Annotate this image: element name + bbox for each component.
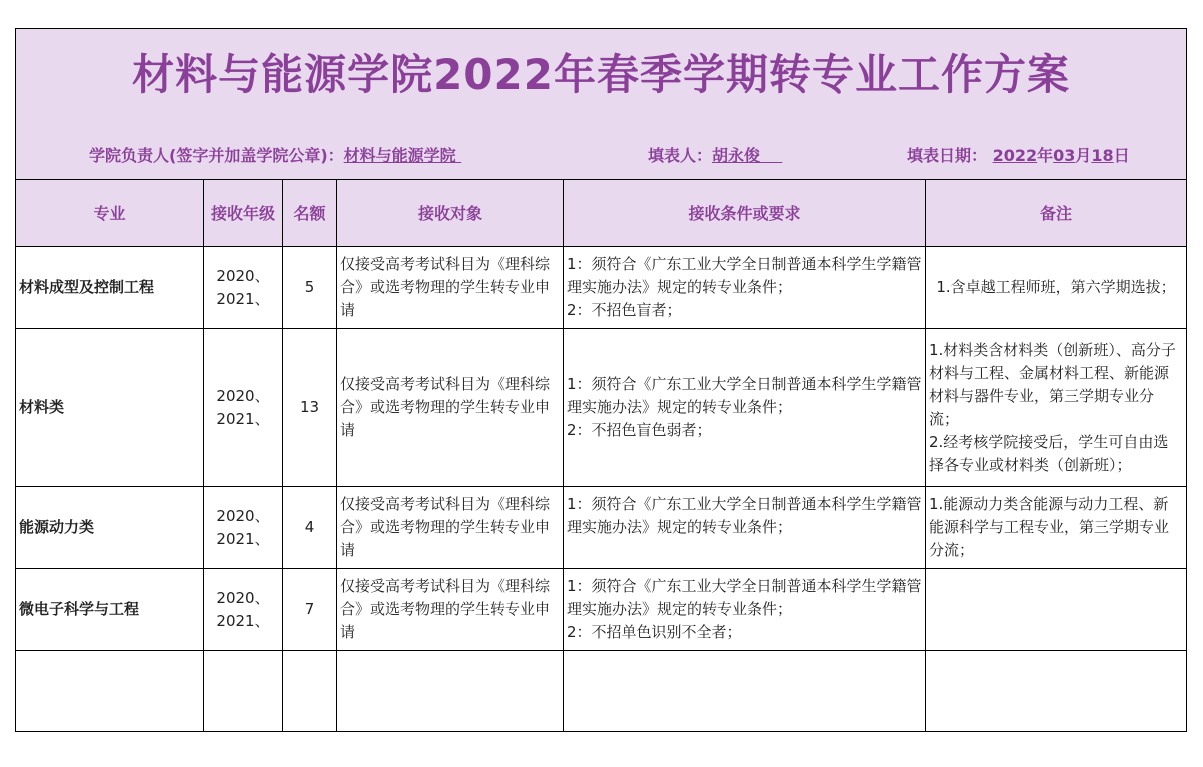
conditions-cell — [564, 329, 926, 487]
filler-value: 胡永俊 — [712, 146, 761, 165]
table-row — [16, 247, 1187, 329]
grade-line: 2020、 — [216, 506, 270, 525]
quota-cell: 5 — [283, 247, 337, 329]
grade-line: 2020、 — [216, 386, 270, 405]
remark-line: 1.含卓越工程师班，第六学期选拔； — [936, 278, 1176, 296]
date-day: 18 — [1091, 146, 1114, 165]
date-label: 填表日期： — [907, 146, 988, 165]
header-quota: 名额 — [283, 180, 337, 247]
condition-line: 1：须符合《广东工业大学全日制普通本科学生学籍管理实施办法》规定的转专业条件； — [567, 375, 922, 416]
table-row — [16, 487, 1187, 569]
date-day-unit: 日 — [1113, 146, 1130, 165]
target-cell: 仅接受高考考试科目为《理科综合》或选考物理的学生转专业申请 — [337, 487, 564, 569]
conditions-cell — [564, 569, 926, 651]
condition-line: 1：须符合《广东工业大学全日制普通本科学生学籍管理实施办法》规定的转专业条件； — [567, 495, 922, 536]
header-remarks: 备注 — [926, 180, 1187, 247]
target-cell: 仅接受高考考试科目为《理科综合》或选考物理的学生转专业申请 — [337, 329, 564, 487]
major-cell: 材料类 — [16, 329, 204, 487]
table-row — [16, 329, 1187, 487]
grade-line: 2020、 — [216, 266, 270, 285]
condition-line: 1：须符合《广东工业大学全日制普通本科学生学籍管理实施办法》规定的转专业条件； — [567, 255, 922, 296]
title-banner — [16, 29, 1187, 180]
table-row — [16, 569, 1187, 651]
conditions-cell — [564, 487, 926, 569]
college-head-field — [89, 145, 461, 167]
date-year-unit: 年 — [1037, 146, 1054, 165]
grade-cell — [204, 569, 283, 651]
quota-cell: 7 — [283, 569, 337, 651]
grade-line: 2020、 — [216, 588, 270, 607]
major-cell: 能源动力类 — [16, 487, 204, 569]
target-cell: 仅接受高考考试科目为《理科综合》或选考物理的学生转专业申请 — [337, 569, 564, 651]
transfer-plan-table — [15, 28, 1187, 732]
blank-cell — [564, 651, 926, 732]
blank-cell — [283, 651, 337, 732]
quota-cell: 4 — [283, 487, 337, 569]
header-row — [16, 180, 1187, 247]
remark-line: 1.材料类含材料类（创新班）、高分子材料与工程、金属材料工程、新能源材料与器件专业，第三学期专业分流； — [929, 340, 1176, 428]
college-head-label: 学院负责人(签字并加盖学院公章)： — [89, 146, 344, 165]
remarks-cell — [926, 329, 1187, 487]
date-year: 2022 — [992, 146, 1038, 165]
remark-line: 1.能源动力类含能源与动力工程、新能源科学与工程专业，第三学期专业分流； — [929, 495, 1170, 559]
remarks-cell — [926, 487, 1187, 569]
major-cell: 材料成型及控制工程 — [16, 247, 204, 329]
remark-line: 2.经考核学院接受后，学生可自由选择各专业或材料类（创新班）； — [929, 432, 1169, 474]
grade-line: 2021、 — [216, 289, 270, 308]
condition-line: 2：不招色盲者； — [567, 301, 682, 319]
grade-line: 2021、 — [216, 409, 270, 428]
conditions-cell — [564, 247, 926, 329]
blank-cell — [16, 651, 204, 732]
header-conditions: 接收条件或要求 — [564, 180, 926, 247]
target-cell: 仅接受高考考试科目为《理科综合》或选考物理的学生转专业申请 — [337, 247, 564, 329]
condition-line: 2：不招色盲色弱者； — [567, 421, 712, 439]
page-title: 材料与能源学院2022年春季学期转专业工作方案 — [132, 50, 1070, 99]
blank-cell — [337, 651, 564, 732]
header-grade: 接收年级 — [204, 180, 283, 247]
date-month-unit: 月 — [1075, 146, 1092, 165]
header-target: 接收对象 — [337, 180, 564, 247]
grade-cell — [204, 487, 283, 569]
quota-cell: 13 — [283, 329, 337, 487]
college-head-value: 材料与能源学院 — [343, 146, 456, 165]
grade-line: 2021、 — [216, 611, 270, 630]
major-cell: 微电子科学与工程 — [16, 569, 204, 651]
grade-line: 2021、 — [216, 529, 270, 548]
date-field — [907, 145, 1130, 167]
date-month: 03 — [1053, 146, 1076, 165]
blank-row — [16, 651, 1187, 732]
blank-cell — [204, 651, 283, 732]
grade-cell — [204, 247, 283, 329]
header-major: 专业 — [16, 180, 204, 247]
filler-field — [648, 145, 782, 167]
remarks-cell — [926, 569, 1187, 651]
remarks-cell — [926, 247, 1187, 329]
grade-cell — [204, 329, 283, 487]
filler-label: 填表人： — [648, 146, 713, 165]
condition-line: 2：不招单色识别不全者； — [567, 623, 742, 641]
condition-line: 1：须符合《广东工业大学全日制普通本科学生学籍管理实施办法》规定的转专业条件； — [567, 577, 922, 618]
blank-cell — [926, 651, 1187, 732]
